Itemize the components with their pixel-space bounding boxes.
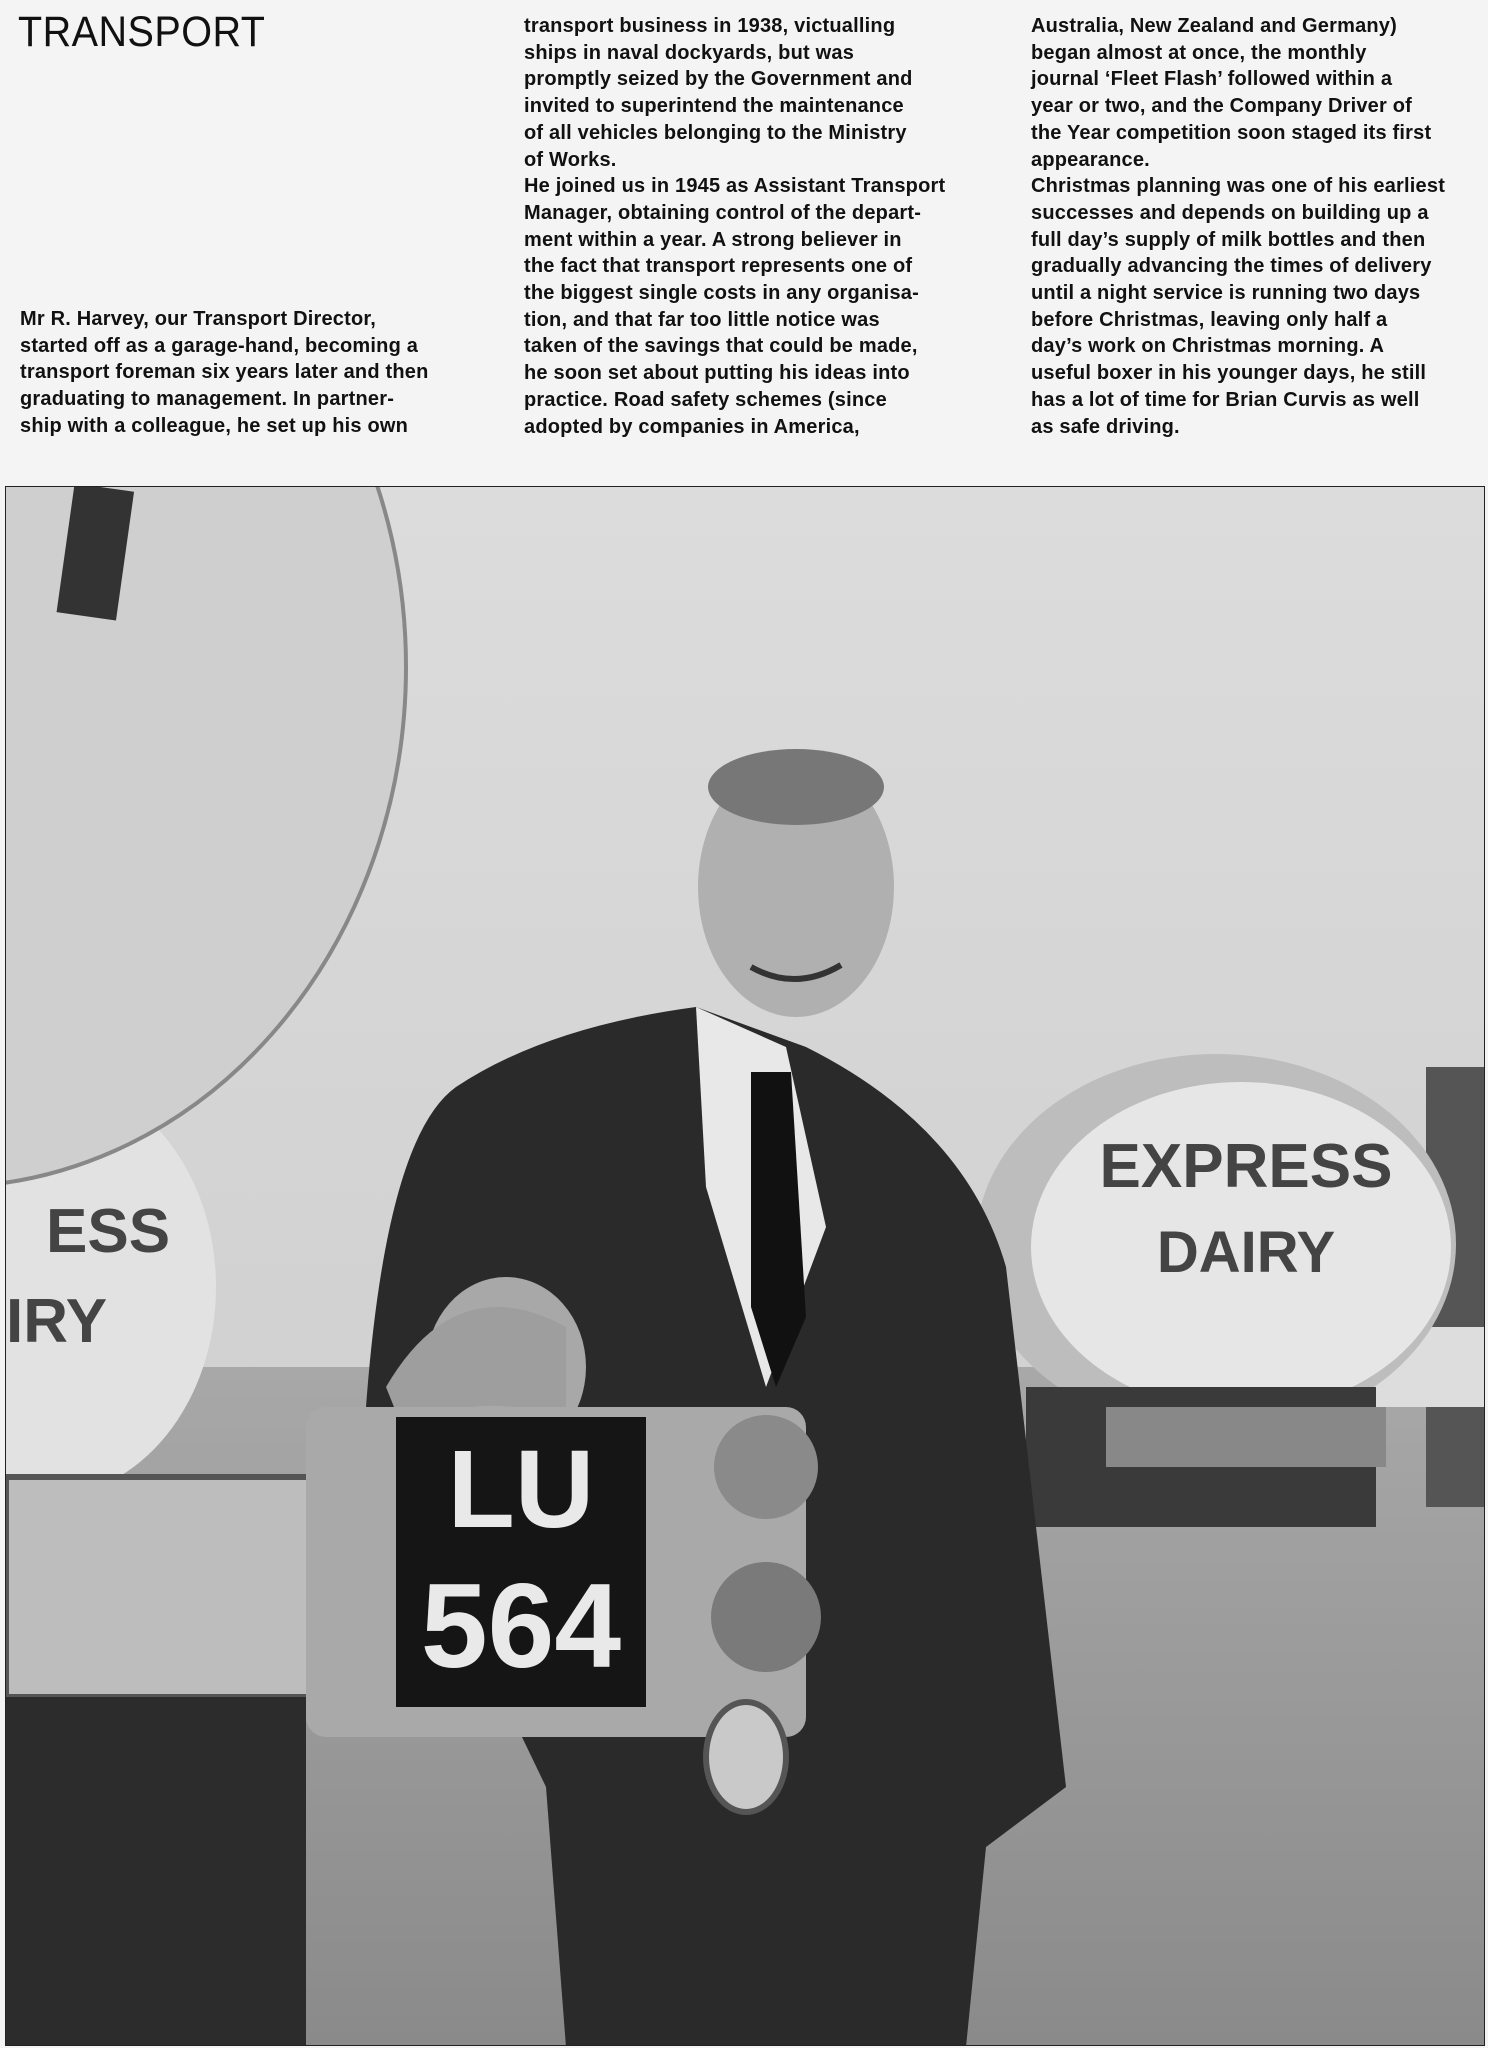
text-line: of Works. [524, 148, 617, 171]
text-line: practice. Road safety schemes (since [524, 388, 887, 411]
text-line: the fact that transport represents one of [524, 255, 913, 278]
text-line: Mr R. Harvey, our Transport Director, [20, 308, 377, 330]
text-line: began almost at once, the monthly [1031, 41, 1367, 64]
text-line: graduating to management. In partner- [20, 388, 395, 411]
text-line: until a night service is running two days [1031, 282, 1421, 305]
text-line: promptly seized by the Government and [524, 68, 913, 91]
text-line: ship with a colleague, he set up his own [20, 414, 409, 437]
tanker-brand-express: EXPRESS [1099, 1132, 1393, 1201]
text-line: day’s work on Christmas morning. A [1031, 335, 1385, 358]
text-line: of all vehicles belonging to the Ministry [524, 121, 907, 144]
plate-numbers: 564 [420, 1559, 622, 1693]
right-tanker [976, 1054, 1456, 1527]
text-line: before Christmas, leaving only half a [1031, 308, 1388, 331]
text-line: appearance. [1031, 148, 1150, 171]
text-line: He joined us in 1945 as Assistant Transport [524, 175, 946, 198]
text-line: full day’s supply of milk bottles and then [1031, 228, 1426, 251]
text-line: as safe driving. [1031, 415, 1180, 438]
text-line: transport foreman six years later and then [20, 361, 429, 384]
photo-illustration [6, 487, 1485, 2046]
text-line: journal ‘Fleet Flash’ followed within a [1031, 68, 1393, 91]
text-line: Manager, obtaining control of the depart- [524, 201, 922, 224]
article-column-1 [20, 306, 500, 440]
text-line: transport business in 1938, victualling [524, 15, 896, 37]
text-line: gradually advancing the times of delivery [1031, 255, 1432, 278]
text-line: year or two, and the Company Driver of [1031, 95, 1413, 118]
plate-letters: LU [447, 1428, 595, 1551]
text-line: adopted by companies in America, [524, 415, 860, 438]
text-line: the biggest single costs in any organisa- [524, 282, 919, 305]
article-column-3 [1031, 13, 1488, 440]
text-line: invited to superintend the maintenance [524, 95, 904, 118]
text-line: taken of the savings that could be made, [524, 335, 918, 358]
text-line: the Year competition soon staged its first [1031, 121, 1432, 144]
text-line: successes and depends on building up a [1031, 201, 1429, 224]
text-line: has a lot of time for Brian Curvis as well [1031, 388, 1420, 411]
left-tanker-text-2: IRY [6, 1287, 108, 1356]
text-line: useful boxer in his younger days, he still [1031, 362, 1427, 385]
page-title: TRANSPORT [18, 8, 266, 56]
text-line: Australia, New Zealand and Germany) [1031, 15, 1397, 37]
text-line: tion, and that far too little notice was [524, 308, 880, 331]
article-column-2 [524, 13, 1004, 440]
text-line: Christmas planning was one of his earliest [1031, 175, 1446, 198]
tanker-brand-dairy: DAIRY [1156, 1220, 1336, 1285]
text-line: ment within a year. A strong believer in [524, 228, 902, 251]
reflector [706, 1702, 786, 1812]
left-tanker-text-1: ESS [46, 1197, 171, 1266]
portrait-photo [5, 486, 1485, 2046]
tail-lamp [711, 1562, 821, 1672]
text-line: he soon set about putting his ideas into [524, 362, 910, 385]
tail-lamp [714, 1415, 818, 1519]
text-line: started off as a garage-hand, becoming a [20, 334, 419, 357]
text-line: ships in naval dockyards, but was [524, 41, 855, 64]
